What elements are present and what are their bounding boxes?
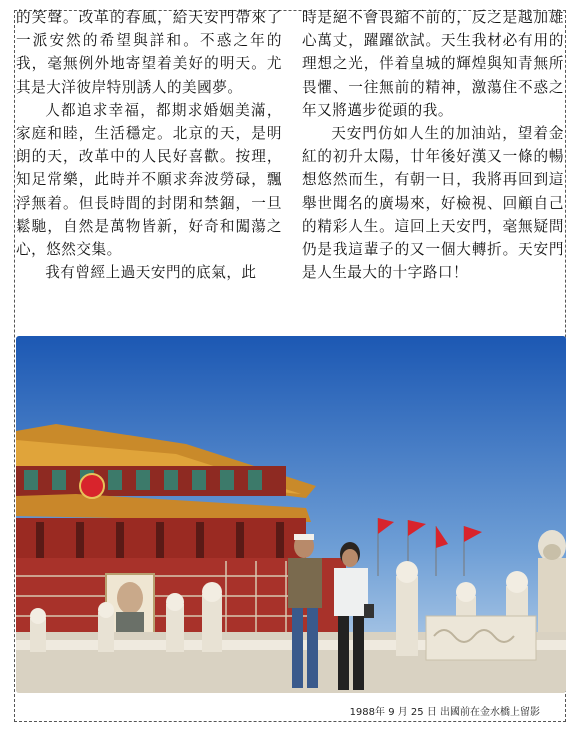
photo-caption: 1988年 9 月 25 日 出國前在金水橋上留影	[349, 707, 540, 718]
paragraph: 人都追求幸福，都期求婚姻美滿，家庭和睦，生活穩定。北京的天，是明朗的天，改革中的人民好喜歡。按理，知足常樂，此時并不願求奔波勞碌，飄浮無着。但長時間的封閉和禁錮，一旦鬆馳，自然是萬物皆新，好奇和闖蕩之心，悠然交集。	[16, 101, 282, 259]
photo-illustration	[16, 336, 566, 693]
paragraph: 天安門仿如人生的加油站，望着金紅的初升太陽，廿年後好漢又一條的暢想悠然而生，有朝一日，我將再回到這舉世聞名的廣場來，好檢視、回顧自己的精彩人生。這回上天安門，毫無疑問仍是我這輩子的又一個大轉折。天安門是人生最大的十字路口！	[302, 125, 564, 282]
right-text-column	[302, 6, 564, 284]
paragraph: 的笑聲。改革的春風，給天安門帶來了一派安然的希望與詳和。不惑之年的我，毫無例外地寄望着美好的明天。尤其是大洋彼岸特別誘人的美國夢。	[16, 9, 282, 96]
paragraph: 我有曾經上過天安門的底氣，此	[45, 264, 257, 282]
paragraph: 時是絕不會畏縮不前的，反之是越加雄心萬丈，躍躍欲試。天生我材必有用的理想之光，伴着皇城的輝煌與知青無所畏懼、一往無前的精神，激蕩住不惑之年又將邁步從頭的我。	[302, 9, 564, 119]
tiananmen-photo	[16, 336, 566, 693]
left-text-column	[16, 6, 282, 284]
national-emblem	[80, 474, 104, 498]
